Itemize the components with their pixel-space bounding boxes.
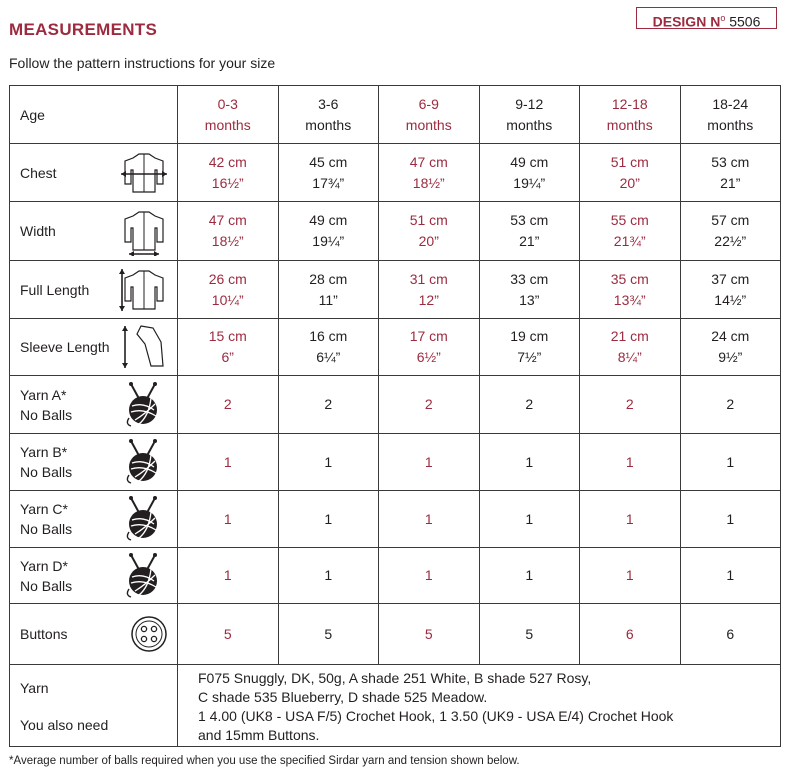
design-label: DESIGN N — [652, 13, 721, 30]
also-need-label: You also need — [20, 717, 109, 733]
measurement-value — [680, 319, 781, 376]
yarn-ball-count: 2 — [278, 376, 379, 434]
value-inches: 18½” — [211, 233, 244, 249]
size-header — [680, 86, 781, 144]
yarn-ball-count: 1 — [680, 434, 781, 491]
yarn-row — [10, 434, 781, 491]
yarn-ball-count: 1 — [278, 434, 379, 491]
measurement-value — [479, 144, 580, 202]
buttons-row — [10, 604, 781, 665]
measurement-label-cell — [10, 319, 178, 376]
measurement-row — [10, 319, 781, 376]
measurements-table — [9, 85, 781, 747]
yarn-ball-count: 1 — [479, 548, 580, 604]
value-inches: 21” — [519, 233, 540, 249]
measurement-value — [680, 202, 781, 261]
measurement-value — [479, 319, 580, 376]
measurement-value — [580, 261, 681, 319]
value-inches: 19¼” — [513, 174, 546, 191]
measurement-label-cell — [10, 144, 178, 202]
value-inches: 6” — [221, 349, 234, 365]
value-inches: 19¼” — [312, 233, 345, 249]
value-cm: 53 cm — [711, 153, 750, 170]
yarn-ball-count: 1 — [379, 434, 480, 491]
age-row — [10, 86, 781, 144]
size-header — [178, 86, 279, 144]
value-inches: 14½” — [714, 291, 747, 308]
size-header — [379, 86, 480, 144]
measurement-value — [680, 261, 781, 319]
value-cm: 26 cm — [208, 270, 247, 287]
value-cm: 15 cm — [208, 328, 247, 344]
yarn-name: Yarn A* — [20, 386, 67, 403]
value-cm: 47 cm — [208, 212, 247, 228]
size-header — [278, 86, 379, 144]
value-cm: 47 cm — [409, 153, 448, 170]
value-inches: 20” — [418, 233, 439, 249]
measurement-row — [10, 202, 781, 261]
value-cm: 51 cm — [409, 212, 448, 228]
size-range: 6-9 — [418, 95, 439, 112]
yarn-row-label — [20, 499, 72, 539]
also-text-line: and 15mm Buttons. — [198, 727, 320, 743]
yarn-row — [10, 491, 781, 548]
value-cm: 57 cm — [711, 212, 750, 228]
sleeve-length-diagram-icon — [119, 322, 169, 372]
measurement-value — [178, 202, 279, 261]
full-length-diagram-icon — [119, 265, 169, 315]
value-cm: 55 cm — [610, 212, 649, 228]
yarn-ball-count: 1 — [379, 491, 480, 548]
value-cm: 53 cm — [510, 212, 549, 228]
yarn-label-cell — [10, 491, 178, 548]
measurement-value — [379, 261, 480, 319]
size-unit: months — [606, 116, 653, 133]
yarn-ball-count: 2 — [379, 376, 480, 434]
size-header — [479, 86, 580, 144]
value-inches: 9½” — [718, 349, 743, 365]
measurement-value — [278, 144, 379, 202]
value-cm: 24 cm — [711, 328, 750, 344]
value-inches: 10¼” — [211, 291, 244, 308]
yarn-ball-count: 1 — [680, 548, 781, 604]
buttons-value: 5 — [479, 604, 580, 665]
value-cm: 42 cm — [208, 153, 247, 170]
measurement-row — [10, 261, 781, 319]
yarn-label-cell — [10, 434, 178, 491]
yarn-name: Yarn D* — [20, 557, 68, 574]
yarn-ball-count: 2 — [178, 376, 279, 434]
value-inches: 12” — [418, 291, 439, 308]
yarn-balls-label: No Balls — [20, 577, 73, 594]
yarn-ball-count: 2 — [680, 376, 781, 434]
yarn-ball-count: 1 — [580, 548, 681, 604]
value-cm: 49 cm — [309, 212, 348, 228]
value-cm: 28 cm — [309, 270, 348, 287]
measurement-label: Chest — [20, 164, 57, 181]
yarn-ball-count: 1 — [278, 491, 379, 548]
measurement-label: Sleeve Length — [20, 339, 110, 355]
yarn-ball-icon — [123, 382, 163, 428]
value-cm: 51 cm — [610, 153, 649, 170]
value-inches: 21¾” — [613, 233, 646, 249]
value-inches: 22½” — [714, 233, 747, 249]
design-sup: o — [720, 13, 726, 23]
value-cm: 31 cm — [409, 270, 448, 287]
yarn-ball-icon — [123, 553, 163, 599]
measurement-label: Full Length — [20, 281, 90, 298]
yarn-info-labels — [10, 665, 178, 747]
measurement-value — [680, 144, 781, 202]
width-diagram-icon — [119, 206, 169, 256]
yarn-ball-count: 2 — [479, 376, 580, 434]
yarn-ball-count: 1 — [580, 491, 681, 548]
yarn-info-row — [10, 665, 781, 747]
value-inches: 8¼” — [617, 349, 642, 365]
also-text-line: 1 4.00 (UK8 - USA F/5) Crochet Hook, 1 3.50 (UK9 - USA E/4) Crochet Hook — [198, 708, 674, 724]
value-inches: 13” — [519, 291, 540, 308]
yarn-text-line: F075 Snuggly, DK, 50g, A shade 251 White, B shade 527 Rosy, — [198, 670, 592, 686]
value-cm: 19 cm — [510, 328, 549, 344]
measurement-value — [580, 319, 681, 376]
measurement-row — [10, 144, 781, 202]
value-cm: 33 cm — [510, 270, 549, 287]
yarn-name: Yarn C* — [20, 501, 68, 517]
value-inches: 13¾” — [613, 291, 646, 308]
yarn-ball-icon — [123, 496, 163, 542]
yarn-row-label — [20, 385, 72, 425]
subtitle: Follow the pattern instructions for your size — [9, 55, 276, 71]
value-inches: 6½” — [416, 349, 441, 365]
measurement-value — [580, 144, 681, 202]
value-inches: 17¾” — [312, 174, 345, 191]
yarn-name: Yarn B* — [20, 444, 68, 460]
measurement-value — [479, 261, 580, 319]
age-label: Age — [20, 106, 45, 123]
measurement-value — [178, 144, 279, 202]
measurement-value — [379, 144, 480, 202]
yarn-label-cell — [10, 376, 178, 434]
value-cm: 49 cm — [510, 153, 549, 170]
buttons-value: 6 — [580, 604, 681, 665]
size-range: 12-18 — [611, 95, 648, 112]
yarn-ball-count: 1 — [580, 434, 681, 491]
yarn-ball-count: 1 — [178, 491, 279, 548]
yarn-ball-count: 1 — [178, 548, 279, 604]
size-unit: months — [305, 116, 352, 133]
value-cm: 16 cm — [309, 328, 348, 344]
size-unit: months — [405, 116, 452, 133]
value-inches: 7½” — [517, 349, 542, 365]
buttons-value: 6 — [680, 604, 781, 665]
value-inches: 18½” — [412, 174, 445, 191]
yarn-ball-count: 2 — [580, 376, 681, 434]
size-range: 9-12 — [515, 95, 544, 112]
yarn-ball-count: 1 — [379, 548, 480, 604]
size-range: 18-24 — [712, 95, 749, 112]
measurement-value — [379, 319, 480, 376]
yarn-ball-count: 1 — [178, 434, 279, 491]
yarn-ball-count: 1 — [680, 491, 781, 548]
yarn-row — [10, 376, 781, 434]
buttons-value: 5 — [178, 604, 279, 665]
value-cm: 35 cm — [610, 270, 649, 287]
measurement-value — [580, 202, 681, 261]
yarn-ball-count: 1 — [278, 548, 379, 604]
button-icon — [129, 614, 169, 654]
yarn-ball-count: 1 — [479, 434, 580, 491]
yarn-balls-label: No Balls — [20, 464, 73, 480]
measurement-value — [278, 261, 379, 319]
yarn-info-text — [178, 665, 781, 747]
measurement-value — [178, 261, 279, 319]
value-inches: 21” — [720, 174, 741, 191]
yarn-label-cell — [10, 548, 178, 604]
yarn-ball-icon — [123, 439, 163, 485]
design-number: 5506 — [729, 13, 761, 30]
size-range: 3-6 — [318, 95, 339, 112]
value-inches: 11” — [318, 291, 338, 308]
buttons-value: 5 — [278, 604, 379, 665]
value-inches: 16½” — [211, 174, 244, 191]
measurement-label-cell — [10, 202, 178, 261]
value-cm: 17 cm — [409, 328, 448, 344]
size-header — [580, 86, 681, 144]
measurement-value — [479, 202, 580, 261]
size-unit: months — [204, 116, 251, 133]
measurement-label: Width — [20, 223, 56, 239]
measurement-label-cell — [10, 261, 178, 319]
value-cm: 37 cm — [711, 270, 750, 287]
value-cm: 45 cm — [309, 153, 348, 170]
value-inches: 6¼” — [316, 349, 341, 365]
buttons-value: 5 — [379, 604, 480, 665]
buttons-label-cell — [10, 604, 178, 665]
size-unit: months — [707, 116, 754, 133]
yarn-ball-count: 1 — [479, 491, 580, 548]
measurement-value — [278, 319, 379, 376]
design-number-box — [636, 7, 777, 29]
footnote: *Average number of balls required when you use the specified Sirdar yarn and tension shown below. — [9, 755, 520, 767]
age-label-cell — [10, 86, 178, 144]
size-unit: months — [506, 116, 553, 133]
yarn-label: Yarn — [20, 680, 49, 696]
buttons-label: Buttons — [20, 626, 68, 642]
page-title: MEASUREMENTS — [9, 20, 158, 39]
measurement-value — [379, 202, 480, 261]
chest-diagram-icon — [119, 148, 169, 198]
yarn-row — [10, 548, 781, 604]
value-cm: 21 cm — [610, 328, 649, 344]
yarn-balls-label: No Balls — [20, 406, 73, 423]
yarn-row-label — [20, 556, 72, 596]
yarn-row-label — [20, 442, 72, 482]
yarn-balls-label: No Balls — [20, 521, 73, 537]
measurement-value — [178, 319, 279, 376]
yarn-text-line: C shade 535 Blueberry, D shade 525 Meadow. — [198, 689, 488, 705]
value-inches: 20” — [619, 174, 640, 191]
size-range: 0-3 — [217, 95, 238, 112]
measurement-value — [278, 202, 379, 261]
